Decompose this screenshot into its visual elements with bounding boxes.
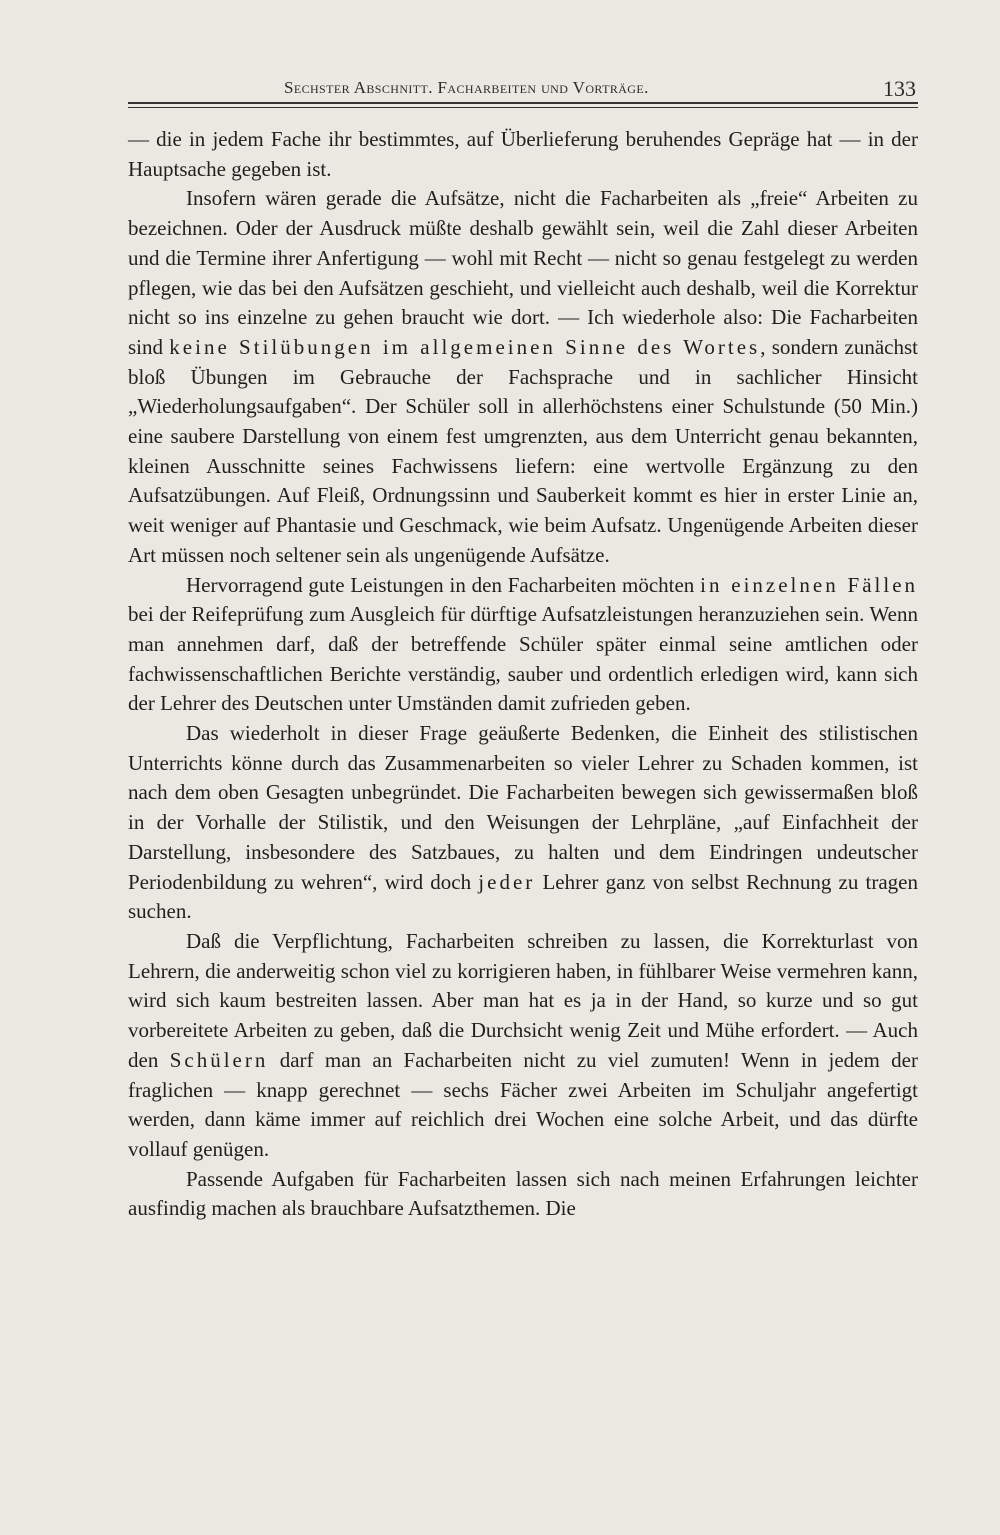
paragraph-text: , sondern zunächst bloß Übungen im Gebrauche der Fachsprache und in sachlicher Hinsicht „Wiederholungsaufgaben“. Der Schüler soll in allerhöchstens einer Schulstunde (50 Min.) eine saubere Darstellung von einem fest umgrenzten, aus dem Unterricht genau bekannten, kleinen Ausschnitte seines Fachwissens liefern: eine wertvolle Ergänzung zu den Aufsatzübungen. Auf Fleiß, Ordnungssinn und Sauberkeit kommt es hier in erster Linie an, weit weniger auf Phantasie und Geschmack, wie beim Aufsatz. Ungenügende Arbeiten dieser Art müssen noch seltener sein als ungenügende Aufsätze. [128,334,918,567]
emphasized-text: keine Stilübungen im allgemeinen Sinne des Wortes [169,334,761,359]
paragraph-1 [128,125,918,184]
header-rule [128,102,918,104]
emphasized-text: Schülern [169,1047,269,1072]
paragraph-text: Hervorragend gute Leistungen in den Facharbeiten möchten [186,572,701,597]
paragraph-5 [128,927,918,1165]
paragraph-text: Das wiederholt in dieser Frage geäußerte Bedenken, die Einheit des stilistischen Unterrichts könne durch das Zusammenarbeiten so vieler Lehrer zu Schaden kommen, ist nach dem oben Gesagten unbegründet. Die Facharbeiten bewegen sich gewissermaßen bloß in der Vorhalle der Stilistik, und den Weisungen der Lehrpläne, „auf Einfachheit der Darstellung, insbesondere des Satzbaues, zu halten und dem Eindringen undeutscher Periodenbildung zu wehren“, wird doch [128,721,918,894]
paragraph-text: darf man an Facharbeiten nicht zu viel zumuten! Wenn in jedem der fraglichen — knapp gerechnet — sechs Fächer zwei Arbeiten im Schuljahr angefertigt werden, dann käme immer auf reichlich drei Wochen eine solche Arbeit, und das dürfte vollauf genügen. [128,1047,918,1161]
paragraph-text: Daß die Verpflichtung, Facharbeiten schreiben zu lassen, die Korrekturlast von Lehrern, die anderweitig schon viel zu korrigieren haben, in fühlbarer Weise vermehren kann, wird sich kaum bestreiten lassen. Aber man hat es ja in der Hand, so kurze und so gut vorbereitete Arbeiten zu geben, daß die Durchsicht wenig Zeit und Mühe erfordert. — Auch den [128,928,918,1072]
page-header [128,72,918,108]
paragraph-3 [128,571,918,720]
paragraph-text: bei der Reifeprüfung zum Ausgleich für dürftige Aufsatzleistungen heranzuziehen sein. Wenn man annehmen darf, daß der betreffende Schüler später einmal seine amtlichen oder fachwissenschaftlichen Berichte verständig, sauber und ordentlich erledigen wird, kann sich der Lehrer des Deutschen unter Umständen damit zufrieden geben. [128,602,918,716]
paragraph-4 [128,719,918,927]
running-head: Sechster Abschnitt. Facharbeiten und Vorträge. [284,78,649,97]
paragraph-text: Lehrer ganz von selbst Rechnung zu tragen suchen. [128,869,919,924]
paragraph-text: — die in jedem Fache ihr bestimmtes, auf Überlieferung beruhendes Gepräge hat — in der Hauptsache gegeben ist. [128,127,918,181]
paragraph-text: Passende Aufgaben für Facharbeiten lassen sich nach meinen Erfahrungen leichter ausfindig machen als brauchbare Aufsatzthemen. Die [128,1166,918,1221]
paragraph-text: Insofern wären gerade die Aufsätze, nicht die Facharbeiten als „freie“ Arbeiten zu bezeichnen. Oder der Ausdruck müßte deshalb gewählt sein, weil die Zahl dieser Arbeiten und die Termine ihrer Anfertigung — wohl mit Recht — nicht so genau festgelegt zu werden pflegen, wie das bei den Aufsätzen geschieht, und vielleicht auch deshalb, weil die Korrektur nicht so ins einzelne zu gehen braucht wie dort. — Ich wiederhole also: Die Facharbeiten sind [128,186,918,359]
page-number: 133 [883,76,916,101]
emphasized-text: in einzelnen Fällen [700,572,919,597]
body-text [128,125,918,1224]
paragraph-2 [128,184,918,570]
header-rule-thin [128,107,918,108]
paragraph-6 [128,1165,918,1224]
emphasized-text: jeder [478,869,536,894]
